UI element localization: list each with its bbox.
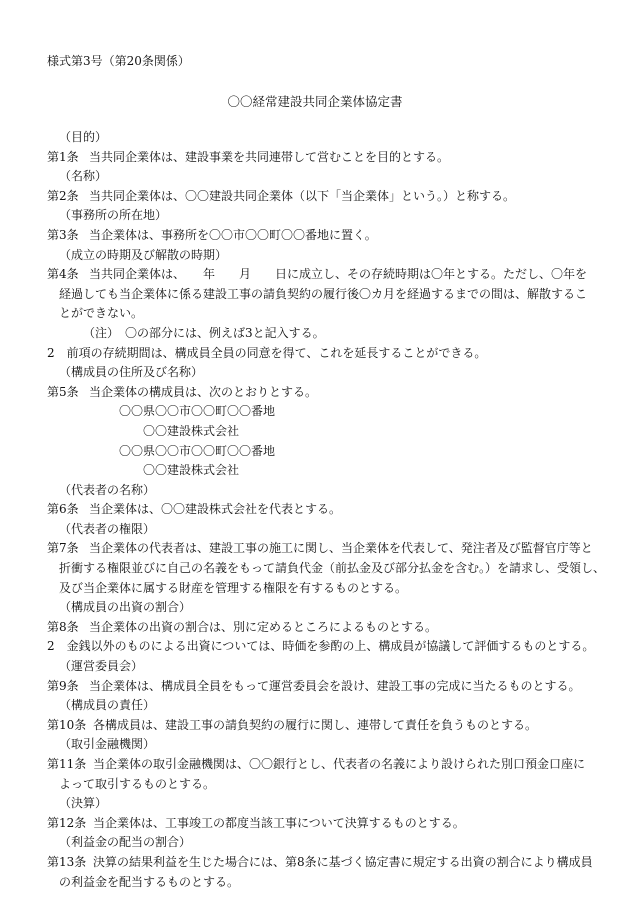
article-line	[47, 265, 587, 285]
article-line	[47, 814, 587, 834]
form-number-label: 様式第3号（第20条関係）	[47, 54, 190, 68]
line-text: （決算）	[59, 796, 108, 811]
text-line	[47, 344, 587, 364]
article-number: 第13条	[47, 854, 87, 869]
line-text: 〇〇県〇〇市〇〇町〇〇番地	[119, 404, 276, 419]
section-heading	[47, 128, 587, 148]
line-text: 当企業体の構成員は、次のとおりとする。	[89, 384, 318, 399]
line-text: 当企業体は、工事竣工の都度当該工事について決算するものとする。	[93, 815, 465, 830]
line-text: 当企業体の出資の割合は、別に定めるところによるものとする。	[89, 619, 438, 634]
line-text: （構成員の住所及び名称）	[59, 365, 204, 380]
section-heading	[47, 657, 587, 677]
line-text: （注） 〇の部分には、例えば3と記入する。	[83, 325, 325, 340]
text-line	[47, 304, 587, 324]
line-text: （名称）	[59, 169, 108, 184]
text-line	[47, 324, 587, 344]
line-text: 〇〇建設株式会社	[143, 423, 240, 438]
line-text: （取引金融機関）	[59, 737, 156, 752]
article-line	[47, 226, 587, 246]
text-line	[47, 559, 606, 579]
article-number: 第12条	[47, 815, 87, 830]
section-heading	[47, 794, 587, 814]
article-number: 第9条	[47, 678, 79, 693]
article-line	[47, 853, 593, 873]
text-line	[47, 461, 587, 481]
agreement-body	[47, 128, 606, 892]
article-number: 第1条	[47, 149, 79, 164]
line-text: 当企業体の取引金融機関は、〇〇銀行とし、代表者の名義により設けられた別口預金口座に	[93, 757, 586, 771]
line-text: 〇〇県〇〇市〇〇町〇〇番地	[119, 443, 276, 458]
line-text: 2 金銭以外のものによる出資については、時価を参酌の上、構成員が協議して評価するものとする。	[47, 639, 595, 654]
line-text: （代表者の名称）	[59, 482, 156, 497]
line-text: 決算の結果利益を生じた場合には、第8条に基づく協定書に規定する出資の割合により構成員	[93, 854, 593, 869]
section-heading	[47, 206, 587, 226]
article-number: 第6条	[47, 502, 79, 517]
line-text: （事務所の所在地）	[59, 208, 168, 223]
line-text: （目的）	[59, 130, 108, 144]
article-line	[47, 383, 587, 403]
article-line	[47, 618, 587, 638]
line-text: 当企業体は、〇〇建設株式会社を代表とする。	[89, 502, 342, 517]
line-text: 当共同企業体は、〇〇建設共同企業体（以下「当企業体」という。）と称する。	[89, 188, 516, 203]
section-heading	[47, 246, 587, 266]
article-number: 第4条	[47, 267, 79, 282]
article-line	[47, 677, 587, 697]
text-line	[47, 873, 587, 893]
article-line	[47, 187, 587, 207]
article-line	[47, 539, 593, 559]
section-heading	[47, 167, 587, 187]
text-line	[47, 422, 587, 442]
line-text: 各構成員は、建設工事の請負契約の履行に関し、連帯して責任を負うものとする。	[93, 717, 538, 732]
article-line	[47, 148, 587, 168]
line-text: よって取引するものとする。	[59, 776, 216, 791]
line-text: 当共同企業体は、建設事業を共同連帯して営むことを目的とする。	[89, 149, 450, 164]
line-text: とができない。	[59, 306, 144, 321]
line-text: の利益金を配当するものとする。	[59, 874, 240, 889]
section-heading	[47, 696, 587, 716]
line-text: （利益金の配当の割合）	[59, 835, 192, 850]
line-text: 〇〇建設株式会社	[143, 463, 240, 478]
text-line	[47, 442, 587, 462]
line-text: 当企業体の代表者は、建設工事の施工に関し、当企業体を代表して、発注者及び監督官庁等と	[89, 541, 593, 556]
article-line	[47, 500, 587, 520]
line-text: 2 前項の存続期間は、構成員全員の同意を得て、これを延長することができる。	[47, 345, 487, 360]
line-text: （運営委員会）	[59, 659, 144, 674]
text-line	[47, 402, 587, 422]
article-number: 第2条	[47, 188, 79, 203]
article-line	[47, 755, 587, 775]
line-text: 当企業体は、構成員全員をもって運営委員会を設け、建設工事の完成に当たるものとする。	[89, 678, 581, 693]
article-number: 第5条	[47, 384, 79, 399]
document-title: 〇〇経常建設共同企業体協定書	[227, 94, 403, 109]
line-text: （代表者の権限）	[59, 521, 156, 536]
line-text: （構成員の出資の割合）	[59, 600, 192, 615]
line-text: 当共同企業体は、 年 月 日に成立し、その存続時期は〇年とする。ただし、〇年を	[89, 267, 588, 282]
article-number: 第7条	[47, 541, 79, 556]
line-text: 当企業体は、事務所を〇〇市〇〇町〇〇番地に置く。	[89, 227, 377, 242]
line-text: （成立の時期及び解散の時期）	[59, 247, 228, 262]
section-heading	[47, 833, 587, 853]
text-line	[47, 285, 587, 305]
article-number: 第3条	[47, 227, 79, 242]
article-number: 第11条	[47, 757, 87, 771]
line-text: （構成員の責任）	[59, 698, 156, 713]
section-heading	[47, 598, 587, 618]
text-line	[47, 579, 587, 599]
line-text: 経過しても当企業体に係る建設工事の請負契約の履行後〇カ月を経過するまでの間は、解散するこ	[59, 286, 588, 301]
line-text: 及び当企業体に属する財産を管理する権限を有するものとする。	[59, 580, 408, 595]
section-heading	[47, 363, 587, 383]
section-heading	[47, 735, 587, 755]
article-number: 第8条	[47, 619, 79, 634]
article-line	[47, 716, 587, 736]
article-number: 第10条	[47, 717, 87, 732]
text-line	[47, 775, 587, 795]
line-text: 折衝する権限並びに自己の名義をもって請負代金（前払金及び部分払金を含む。）を請求し、受領し、	[59, 561, 606, 576]
section-heading	[47, 520, 587, 540]
text-line	[47, 637, 595, 657]
section-heading	[47, 481, 587, 501]
